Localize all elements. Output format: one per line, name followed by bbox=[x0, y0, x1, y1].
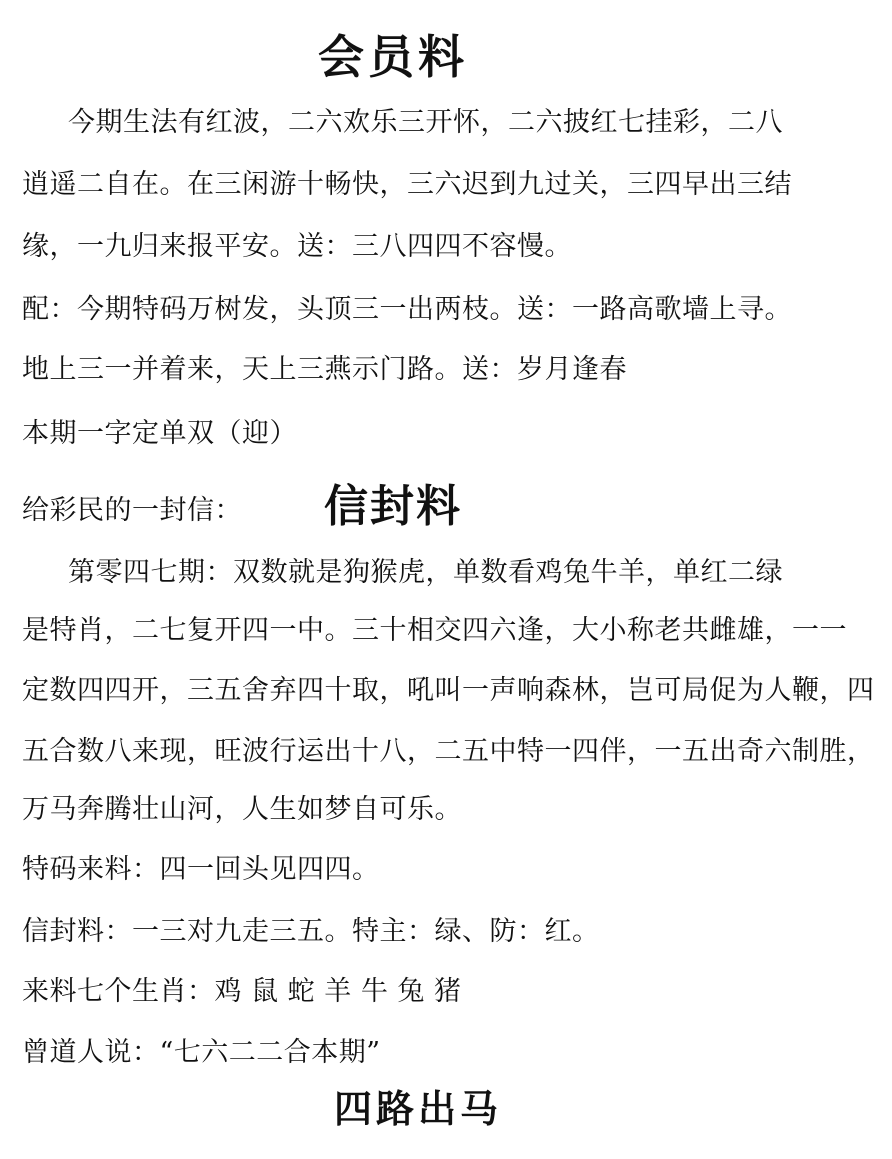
envelope-text-line-2: 是特肖，二七复开四一中。三十相交四六逢，大小称老共雌雄，一一 bbox=[22, 615, 847, 646]
match-text-line-1: 配：今期特码万树发，头顶三一出两枝。送：一路高歌墙上寻。 bbox=[22, 294, 792, 325]
member-material-title: 会员料 bbox=[318, 30, 468, 84]
envelope-text-line-4: 五合数八来现，旺波行运出十八，二五中特一四伴，一五出奇六制胜， bbox=[22, 736, 875, 767]
special-code-line: 特码来料：四一回头见四四。 bbox=[22, 854, 380, 885]
member-text-line-3: 缘，一九归来报平安。送：三八四四不容慢。 bbox=[22, 231, 572, 262]
four-roads-title: 四路出马 bbox=[334, 1086, 503, 1131]
envelope-material-title: 信封料 bbox=[324, 481, 462, 532]
taoist-quote-line: 曾道人说：“七六二二合本期” bbox=[22, 1037, 381, 1068]
odd-even-line: 本期一字定单双（迎） bbox=[22, 418, 297, 449]
match-text-line-2: 地上三一并着来，天上三燕示门路。送：岁月逢春 bbox=[22, 354, 627, 385]
envelope-text-line-1: 第零四七期：双数就是狗猴虎，单数看鸡兔牛羊，单红二绿 bbox=[68, 557, 783, 588]
envelope-text-line-5: 万马奔腾壮山河，人生如梦自可乐。 bbox=[22, 794, 462, 825]
member-text-line-1: 今期生法有红波，二六欢乐三开怀，二六披红七挂彩，二八 bbox=[68, 107, 783, 138]
letter-label: 给彩民的一封信： bbox=[22, 495, 242, 526]
envelope-text-line-3: 定数四四开，三五舍弃四十取，吼叫一声响森林，岂可局促为人鞭，四 bbox=[22, 675, 875, 706]
envelope-summary-line: 信封料：一三对九走三五。特主：绿、防：红。 bbox=[22, 916, 600, 947]
member-text-line-2: 逍遥二自在。在三闲游十畅快，三六迟到九过关，三四早出三结 bbox=[22, 169, 792, 200]
zodiac-list-line: 来料七个生肖：鸡 鼠 蛇 羊 牛 兔 猪 bbox=[22, 976, 462, 1007]
